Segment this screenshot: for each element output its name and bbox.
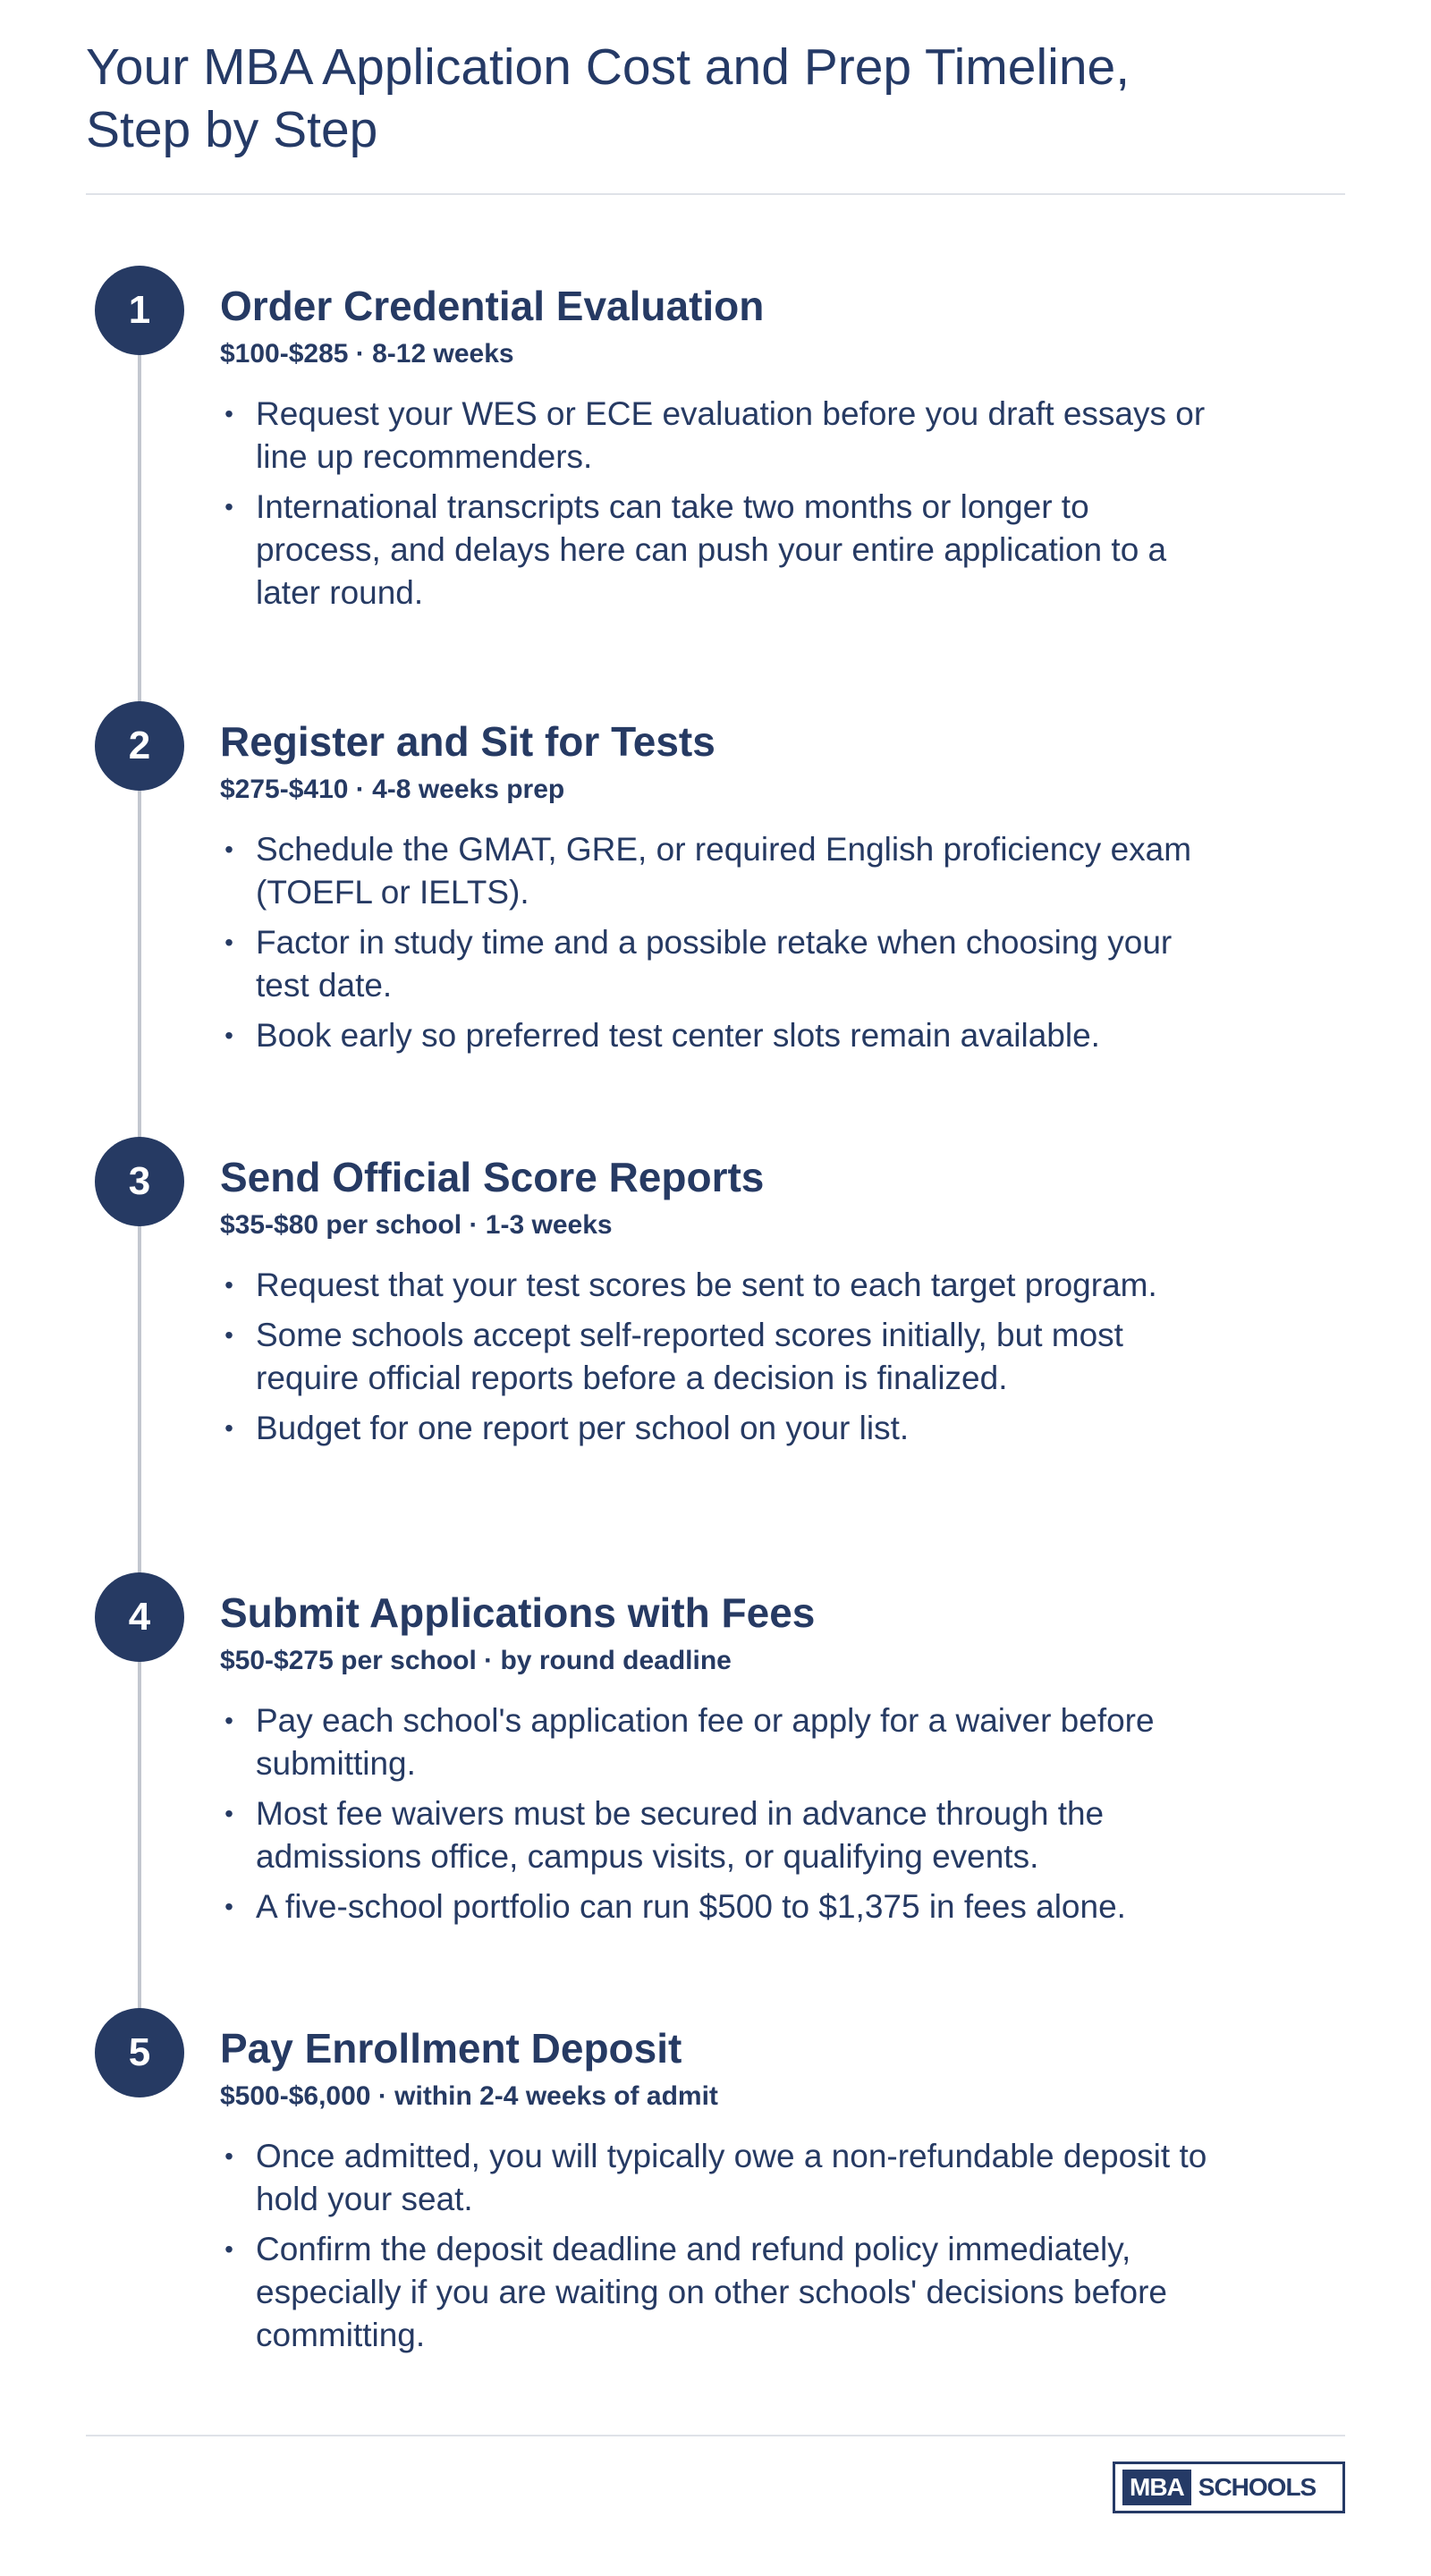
bullet-text: A five-school portfolio can run $500 to $1,375 in fees alone. [256,1888,1126,1925]
list-item [220,1014,1222,1057]
bullet-text: Factor in study time and a possible retake when choosing your test date. [256,924,1173,1004]
step-title: Register and Sit for Tests [220,718,716,765]
logo-mba-text: MBA [1122,2470,1191,2505]
step-content [220,1153,1222,1457]
step-content [220,717,1222,1064]
bullet-text: Once admitted, you will typically owe a non-refundable deposit to hold your seat. [256,2138,1207,2217]
bullet-icon: • [224,2142,233,2170]
bullet-icon: • [224,1414,233,1442]
step-content [220,1589,1222,1936]
list-item [220,1885,1222,1928]
step-bullet-list [220,828,1222,1057]
list-item [220,2135,1222,2221]
step-content [220,2024,1222,2364]
step-cost-duration: $50-$275 per school · by round deadline [220,1646,732,1675]
step-title: Submit Applications with Fees [220,1589,816,1636]
step-cost-duration: $100-$285 · 8-12 weeks [220,339,514,369]
bullet-icon: • [224,1707,233,1734]
bullet-text: Request that your test scores be sent to each target program. [256,1267,1157,1303]
bullet-icon: • [224,2235,233,2263]
bullet-text: Some schools accept self-reported scores initially, but most require official reports before a decision is finalized. [256,1317,1123,1396]
list-item [220,1407,1222,1450]
mba-schools-logo [1113,2462,1345,2513]
page-title-line-2: Step by Step [86,101,378,158]
bullet-text: Book early so preferred test center slots remain available. [256,1017,1100,1054]
bullet-text: Request your WES or ECE evaluation before you draft essays or line up recommenders. [256,395,1206,475]
step-title: Order Credential Evaluation [220,283,765,329]
list-item [220,1264,1222,1307]
bullet-icon: • [224,1893,233,1920]
step-number-badge: 2 [95,701,184,791]
bullet-text: Budget for one report per school on your list. [256,1410,910,1446]
list-item [220,1314,1222,1400]
bullet-text: Confirm the deposit deadline and refund policy immediately, especially if you are waiting on other schools' decisions before committing. [256,2231,1167,2353]
step-content [220,282,1222,622]
step-cost-duration: $35-$80 per school · 1-3 weeks [220,1210,613,1240]
list-item [220,486,1222,614]
list-item [220,828,1222,914]
list-item [220,1792,1222,1878]
step-number-badge: 1 [95,266,184,355]
header-divider [86,193,1345,195]
page-title-line-1: Your MBA Application Cost and Prep Timeline, [86,38,1130,96]
bullet-text: International transcripts can take two months or longer to process, and delays here can push your entire application to a later round. [256,488,1167,611]
bullet-icon: • [224,493,233,521]
page [86,0,1345,2576]
bullet-icon: • [224,400,233,428]
step-cost-duration: $500-$6,000 · within 2-4 weeks of admit [220,2081,718,2111]
footer-divider [86,2435,1345,2436]
step-cost-duration: $275-$410 · 4-8 weeks prep [220,775,565,804]
list-item [220,921,1222,1007]
step-bullet-list [220,2135,1222,2357]
logo-schools-text: SCHOOLS [1198,2473,1317,2501]
step-bullet-list [220,393,1222,614]
step-number-badge: 4 [95,1572,184,1662]
bullet-icon: • [224,1321,233,1349]
step-number-badge: 5 [95,2008,184,2097]
list-item [220,393,1222,479]
list-item [220,1699,1222,1785]
list-item [220,2228,1222,2357]
step-number-badge: 3 [95,1137,184,1226]
bullet-text: Pay each school's application fee or apply for a waiver before submitting. [256,1702,1155,1782]
step-bullet-list [220,1699,1222,1928]
bullet-icon: • [224,1021,233,1049]
bullet-icon: • [224,1271,233,1299]
step-title: Send Official Score Reports [220,1154,765,1200]
page-title [86,36,1249,161]
bullet-text: Schedule the GMAT, GRE, or required English proficiency exam (TOEFL or IELTS). [256,831,1192,911]
bullet-icon: • [224,835,233,863]
bullet-icon: • [224,928,233,956]
bullet-icon: • [224,1800,233,1827]
step-title: Pay Enrollment Deposit [220,2025,682,2072]
bullet-text: Most fee waivers must be secured in advance through the admissions office, campus visits, or qualifying events. [256,1795,1105,1875]
step-bullet-list [220,1264,1222,1450]
